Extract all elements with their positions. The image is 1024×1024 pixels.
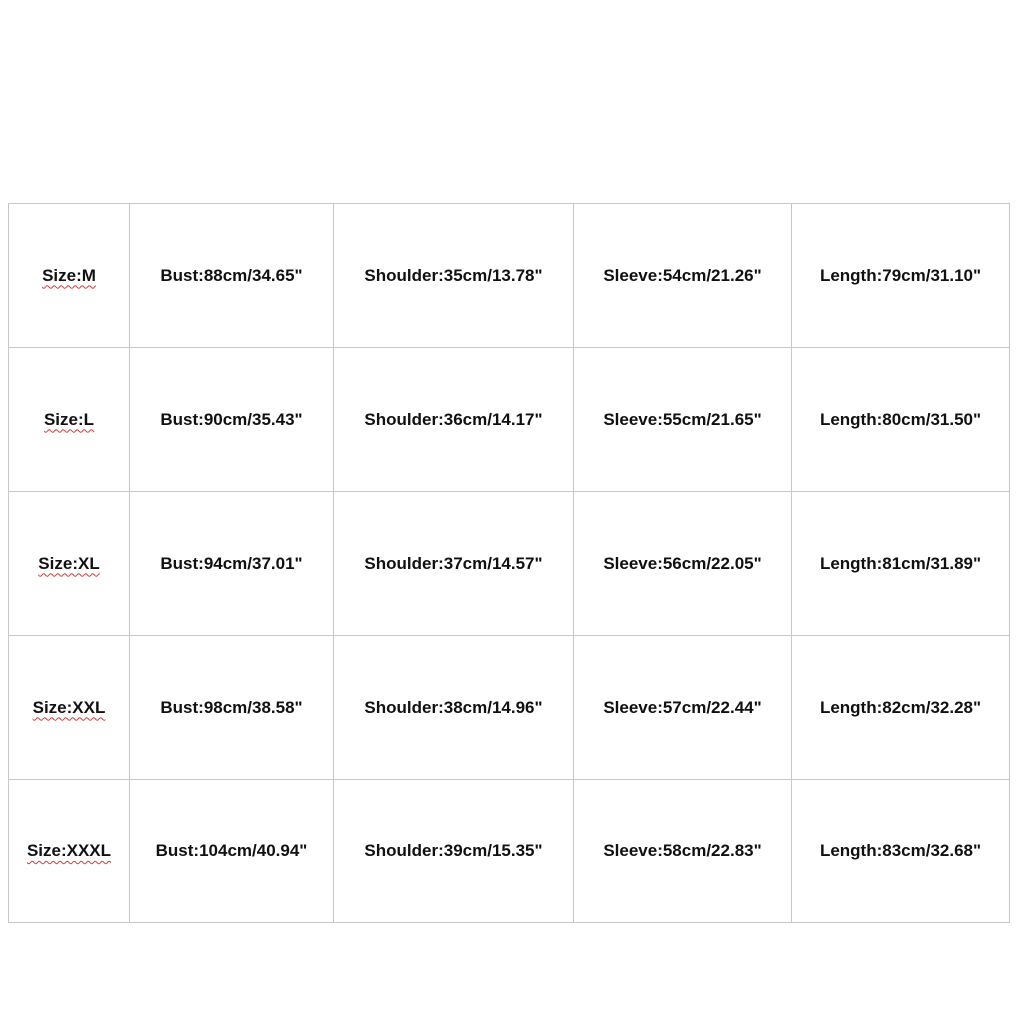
- bust-cell: Bust:98cm/38.58": [130, 636, 334, 780]
- size-label: Size:L: [43, 409, 95, 429]
- size-cell: [9, 780, 130, 923]
- table-row: [9, 780, 1010, 923]
- size-chart-table: [8, 203, 1010, 923]
- table-row: [9, 348, 1010, 492]
- bust-cell: Bust:88cm/34.65": [130, 204, 334, 348]
- size-label: Size:XXL: [32, 697, 106, 717]
- table-row: [9, 492, 1010, 636]
- bust-cell: Bust:90cm/35.43": [130, 348, 334, 492]
- sleeve-cell: Sleeve:54cm/21.26": [574, 204, 792, 348]
- size-label: Size:XL: [38, 553, 100, 573]
- shoulder-cell: Shoulder:39cm/15.35": [334, 780, 574, 923]
- shoulder-cell: Shoulder:36cm/14.17": [334, 348, 574, 492]
- table-row: [9, 204, 1010, 348]
- bust-cell: Bust:104cm/40.94": [130, 780, 334, 923]
- sleeve-cell: Sleeve:55cm/21.65": [574, 348, 792, 492]
- sleeve-cell: Sleeve:58cm/22.83": [574, 780, 792, 923]
- size-cell: [9, 636, 130, 780]
- shoulder-cell: Shoulder:35cm/13.78": [334, 204, 574, 348]
- length-cell: Length:81cm/31.89": [792, 492, 1010, 636]
- size-label: Size:XXXL: [26, 841, 112, 860]
- size-cell: [9, 348, 130, 492]
- size-cell: [9, 492, 130, 636]
- size-cell: [9, 204, 130, 348]
- length-cell: Length:80cm/31.50": [792, 348, 1010, 492]
- length-cell: Length:82cm/32.28": [792, 636, 1010, 780]
- shoulder-cell: Shoulder:37cm/14.57": [334, 492, 574, 636]
- sleeve-cell: Sleeve:57cm/22.44": [574, 636, 792, 780]
- size-label: Size:M: [42, 265, 96, 285]
- table-row: [9, 636, 1010, 780]
- shoulder-cell: Shoulder:38cm/14.96": [334, 636, 574, 780]
- length-cell: Length:79cm/31.10": [792, 204, 1010, 348]
- sleeve-cell: Sleeve:56cm/22.05": [574, 492, 792, 636]
- bust-cell: Bust:94cm/37.01": [130, 492, 334, 636]
- length-cell: Length:83cm/32.68": [792, 780, 1010, 923]
